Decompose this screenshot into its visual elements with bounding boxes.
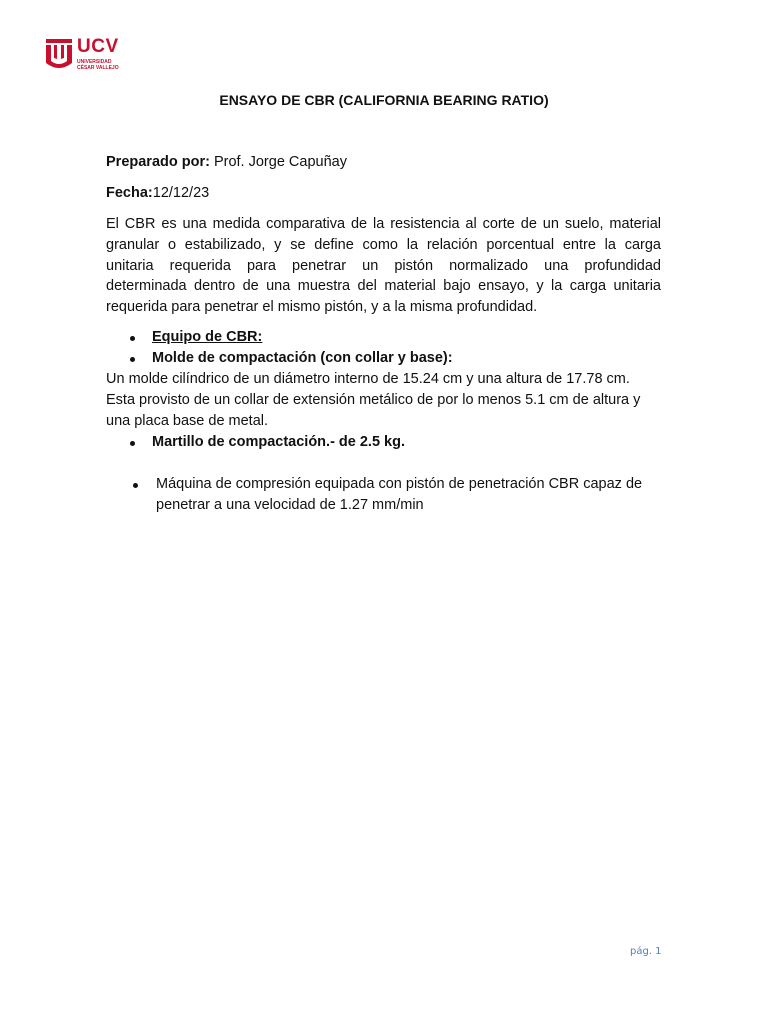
molde-desc-line: una placa base de metal. [106, 413, 269, 429]
intro-line: unitaria requerida para penetrar un pistón normalizado una profundidad [106, 257, 661, 274]
intro-paragraph [106, 214, 661, 318]
bullet-equipo [152, 329, 262, 345]
intro-line: El CBR es una medida comparativa de la resistencia al corte de un suelo, material [106, 216, 661, 232]
martillo-heading: Martillo de compactación.- de 2.5 kg. [152, 434, 406, 450]
page-number: pág. 1 [630, 946, 662, 957]
molde-desc-line: Un molde cilíndrico de un diámetro interno de 15.24 cm y una altura de 17.78 cm. [106, 371, 630, 387]
logo-subtitle-1: UNIVERSIDAD [77, 59, 112, 65]
ucv-shield-icon [44, 37, 74, 71]
intro-line: granular o estabilizado, y se define como la relación porcentual entre la carga [106, 236, 661, 253]
bullet-molde [152, 350, 453, 366]
bullet-maquina-line1: Máquina de compresión equipada con pistón de penetración CBR capaz de [156, 476, 643, 492]
intro-line: requerida para penetrar el mismo pistón, y a la misma profundidad. [106, 299, 538, 316]
molde-desc-line: Esta provisto de un collar de extensión metálico de por lo menos 5.1 cm de altura y [106, 392, 641, 408]
intro-line: determinada dentro de una muestra del material bajo ensayo, y la carga unitaria [106, 278, 661, 295]
logo-name: UCV [77, 36, 119, 57]
prepared-by-label: Preparado por: [106, 154, 210, 170]
bullet-maquina-line2: penetrar a una velocidad de 1.27 mm/min [156, 497, 424, 513]
prepared-by-value: Prof. Jorge Capuñay [209, 154, 347, 170]
date-label: Fecha: [106, 185, 153, 201]
equipo-heading: Equipo de CBR: [152, 329, 263, 345]
bullet-dot [130, 336, 135, 341]
bullet-dot [133, 483, 138, 488]
date-value: 12/12/23 [152, 185, 210, 201]
document-title: ENSAYO DE CBR (CALIFORNIA BEARING RATIO) [219, 92, 549, 108]
bullet-dot [130, 357, 135, 362]
logo-subtitle-2: CÉSAR VALLEJO [77, 65, 119, 71]
molde-heading: Molde de compactación (con collar y base): [152, 350, 453, 366]
bullet-dot [130, 441, 135, 446]
bullet-martillo [152, 434, 405, 450]
ucv-logo [44, 37, 134, 73]
prepared-by-line [106, 154, 347, 170]
date-line [106, 185, 209, 201]
